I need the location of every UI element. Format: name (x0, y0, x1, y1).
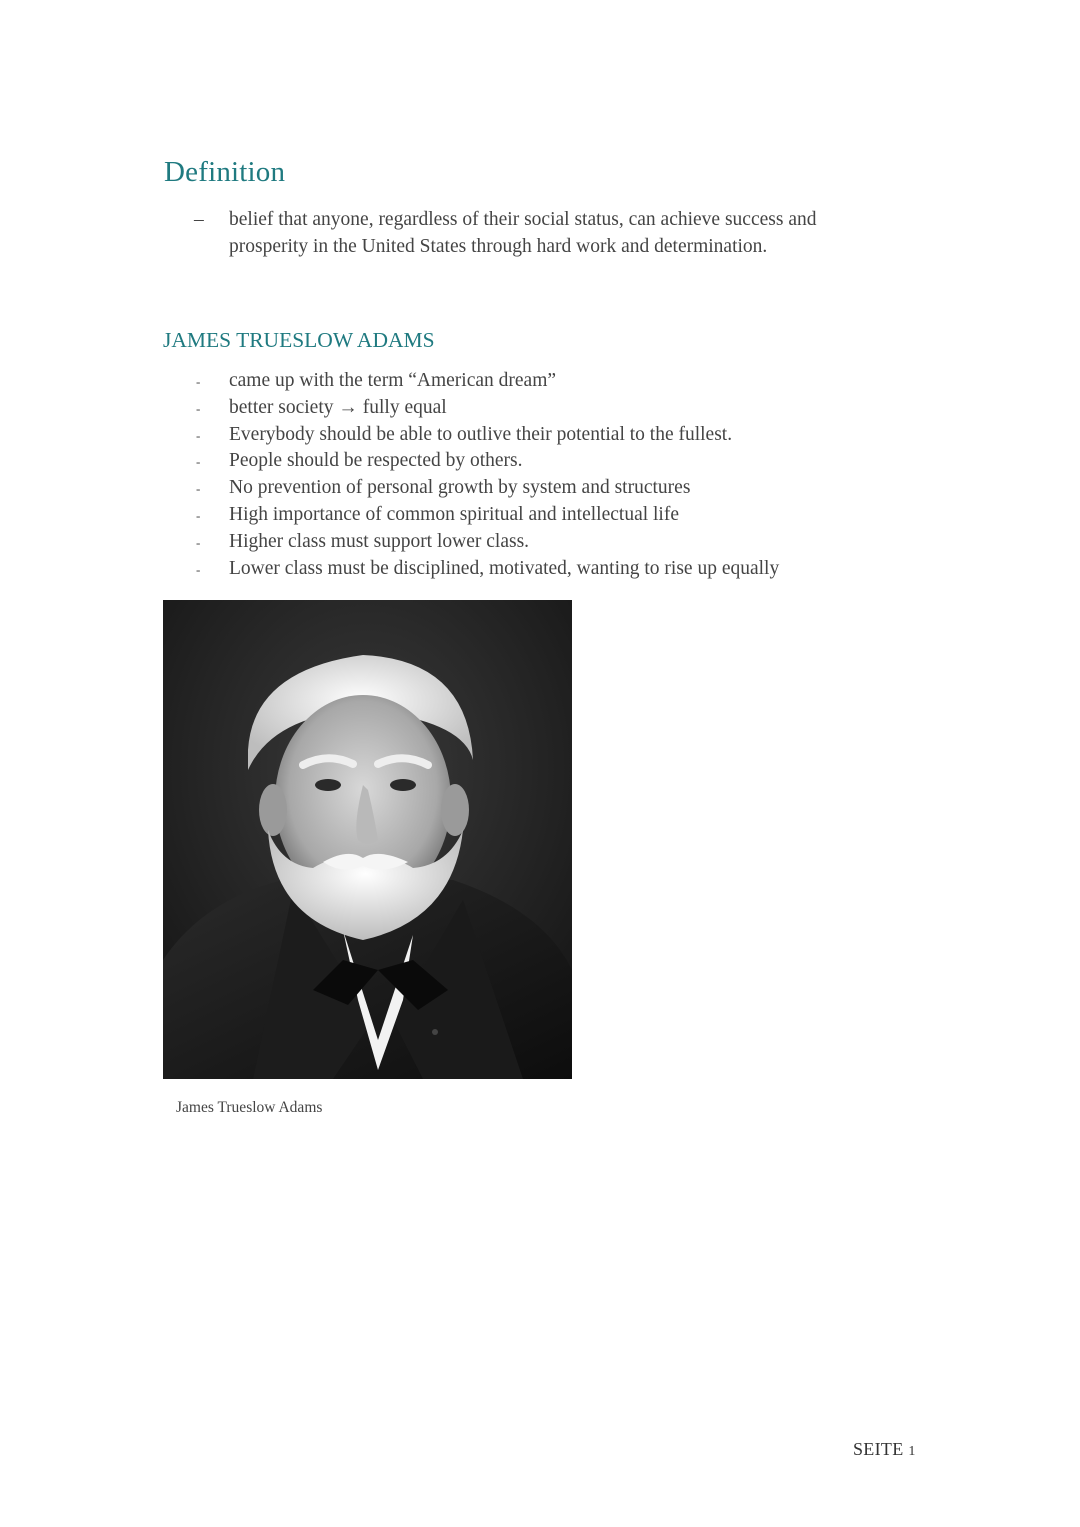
list-item-text: High importance of common spiritual and intellectual life (229, 503, 679, 525)
definition-heading: Definition (164, 156, 286, 188)
page-label: SEITE (853, 1439, 904, 1459)
adams-bullet-list (196, 368, 916, 582)
list-item (196, 529, 916, 556)
list-item-text: Higher class must support lower class. (229, 530, 530, 552)
dash-bullet: - (196, 454, 201, 470)
list-item-text: better society → fully equal (229, 396, 447, 418)
dash-bullet: - (196, 374, 201, 389)
list-item-text: Lower class must be disciplined, motivated, wanting to rise up equally (229, 557, 780, 579)
definition-list (194, 207, 894, 260)
definition-item (194, 207, 894, 260)
dash-bullet: – (194, 209, 204, 230)
list-item-text: came up with the term “American dream” (229, 370, 557, 391)
dash-bullet: - (196, 400, 201, 416)
dash-bullet: - (196, 561, 201, 577)
adams-heading: JAMES TRUESLOW ADAMS (163, 328, 435, 352)
list-item-text: Everybody should be able to outlive their potential to the fullest. (229, 423, 733, 445)
list-item (196, 422, 916, 449)
dash-bullet: - (196, 534, 201, 550)
portrait-illustration (163, 600, 572, 1079)
list-item-text: No prevention of personal growth by system and structures (229, 477, 691, 499)
portrait-photo (163, 600, 572, 1079)
list-item (196, 448, 916, 475)
list-item (196, 475, 916, 502)
page-number-value: 1 (908, 1444, 916, 1459)
list-item (196, 556, 916, 583)
list-item (196, 395, 916, 422)
page-number (853, 1439, 916, 1460)
list-item (196, 502, 916, 529)
list-item (196, 368, 916, 395)
list-item-text: People should be respected by others. (229, 450, 523, 472)
dash-bullet: - (196, 427, 201, 443)
definition-text: belief that anyone, regardless of their social status, can achieve success and prosperity in the United States through hard work and determination. (229, 209, 817, 257)
dash-bullet: - (196, 507, 201, 523)
photo-caption: James Trueslow Adams (176, 1099, 323, 1116)
dash-bullet: - (196, 481, 201, 497)
